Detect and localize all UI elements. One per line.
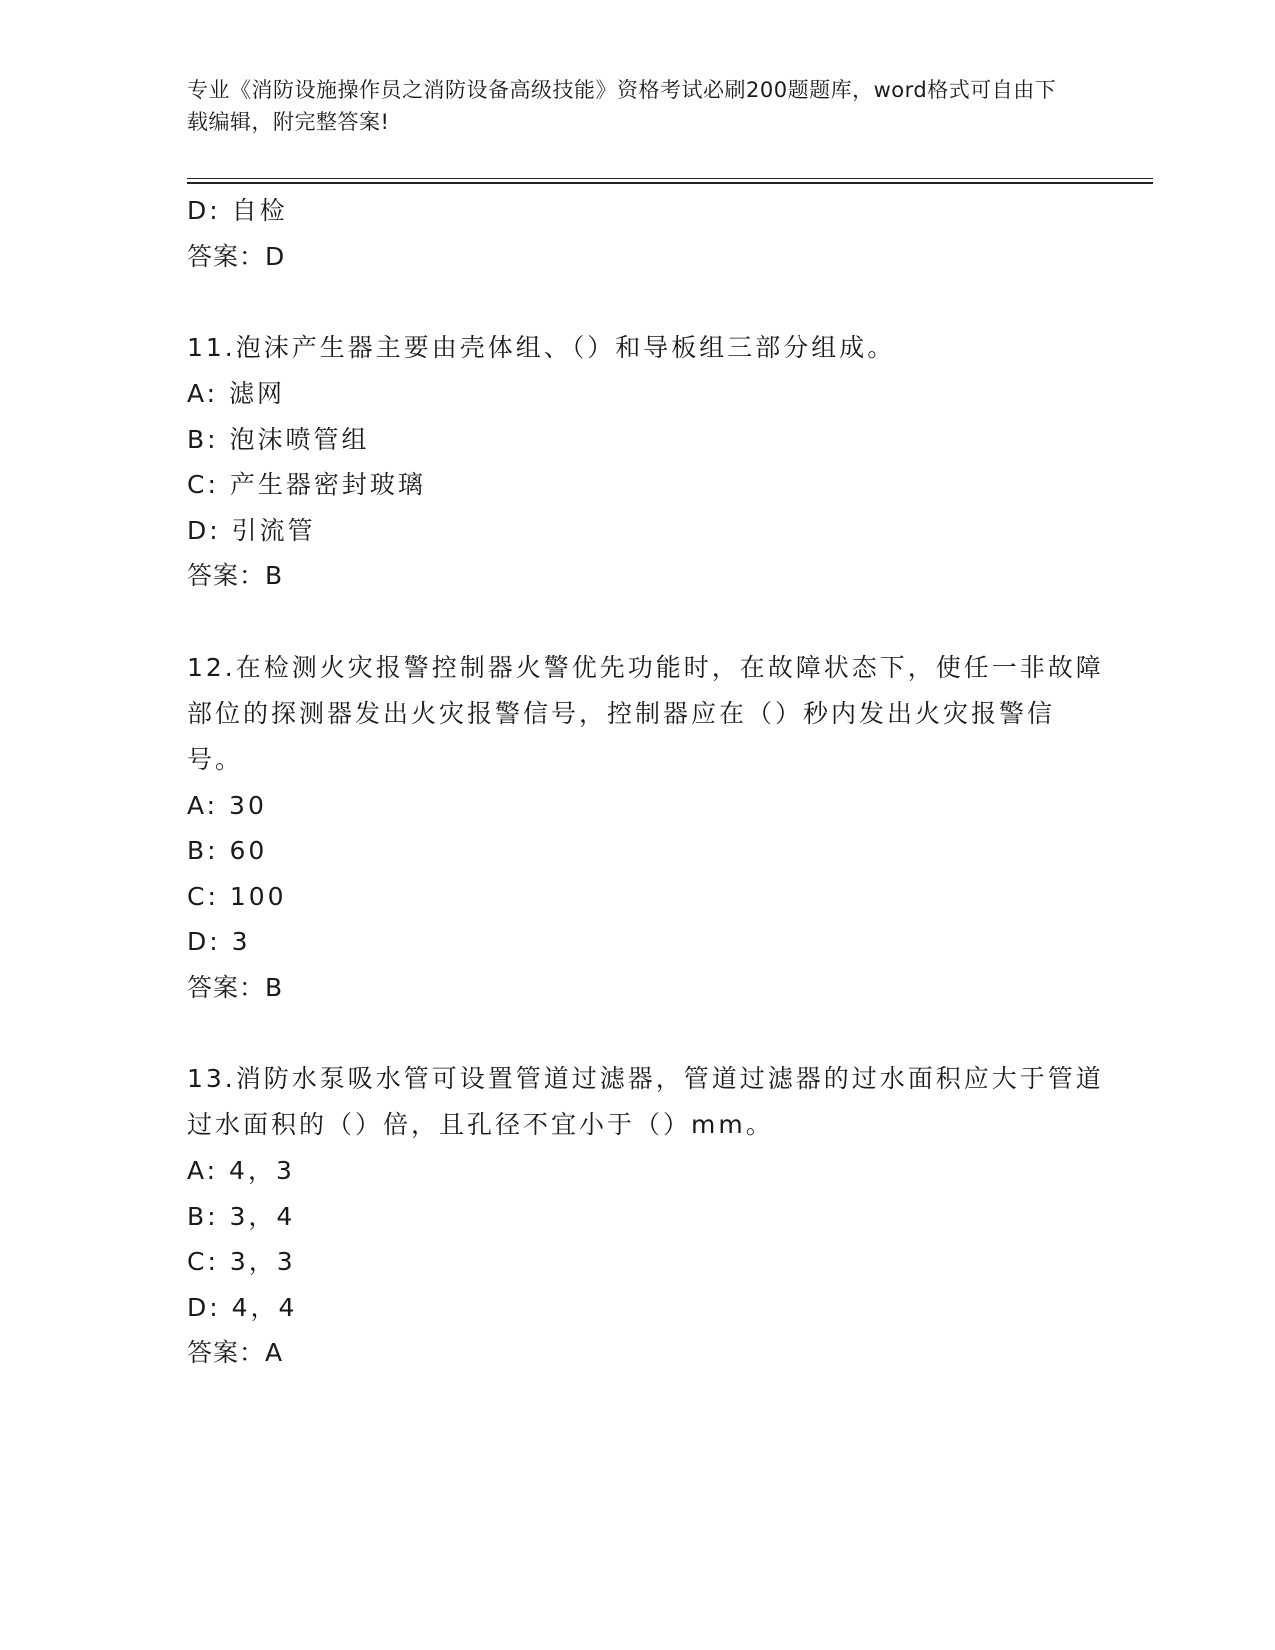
question-list — [187, 188, 1107, 1376]
header-divider-thin — [187, 178, 1153, 179]
question-text: 12.在检测火灾报警控制器火警优先功能时，在故障状态下，使任一非故障部位的探测器发出火灾报警信号，控制器应在（）秒内发出火灾报警信号。 — [187, 652, 1104, 774]
answer-value: A — [265, 1338, 284, 1367]
answer-line — [187, 965, 1107, 1011]
answer-label: 答案： — [187, 561, 266, 590]
option-c: C: 100 — [187, 881, 287, 911]
answer-value: D — [265, 241, 286, 271]
option-d: D: 3 — [187, 927, 251, 956]
option-b: B: 泡沫喷管组 — [187, 424, 370, 454]
option-a: A: 滤网 — [187, 379, 286, 408]
header-divider-thick — [187, 182, 1153, 184]
option-d: D: 引流管 — [187, 515, 316, 545]
answer-label: 答案： — [187, 1338, 266, 1367]
answer-value: B — [265, 972, 284, 1002]
answer-line — [187, 234, 1107, 280]
option-a: A: 4，3 — [187, 1156, 295, 1185]
question-text: 11.泡沫产生器主要由壳体组、（）和导板组三部分组成。 — [187, 333, 896, 362]
answer-line — [187, 553, 1107, 599]
answer-value: B — [265, 561, 284, 590]
option-c: C: 产生器密封玻璃 — [187, 470, 426, 499]
option-d: D: 自检 — [187, 196, 288, 225]
option-a: A: 30 — [187, 790, 267, 820]
document-header: 专业《消防设施操作员之消防设备高级技能》资格考试必刷200题题库，word格式可自由下载编辑，附完整答案! — [187, 78, 1057, 134]
option-c: C: 3，3 — [187, 1247, 296, 1276]
answer-line — [187, 1330, 1107, 1376]
answer-label: 答案： — [187, 241, 266, 271]
answer-label: 答案： — [187, 972, 266, 1002]
option-b: B: 3，4 — [187, 1201, 296, 1231]
question-text: 13.消防水泵吸水管可设置管道过滤器，管道过滤器的过水面积应大于管道过水面积的（）倍，且孔径不宜小于（）mm。 — [187, 1064, 1104, 1139]
question-12 — [187, 645, 1107, 1011]
question-13 — [187, 1056, 1107, 1376]
previous-question-tail — [187, 188, 1107, 279]
option-b: B: 60 — [187, 836, 268, 865]
question-11 — [187, 325, 1107, 599]
option-d: D: 4，4 — [187, 1292, 298, 1322]
